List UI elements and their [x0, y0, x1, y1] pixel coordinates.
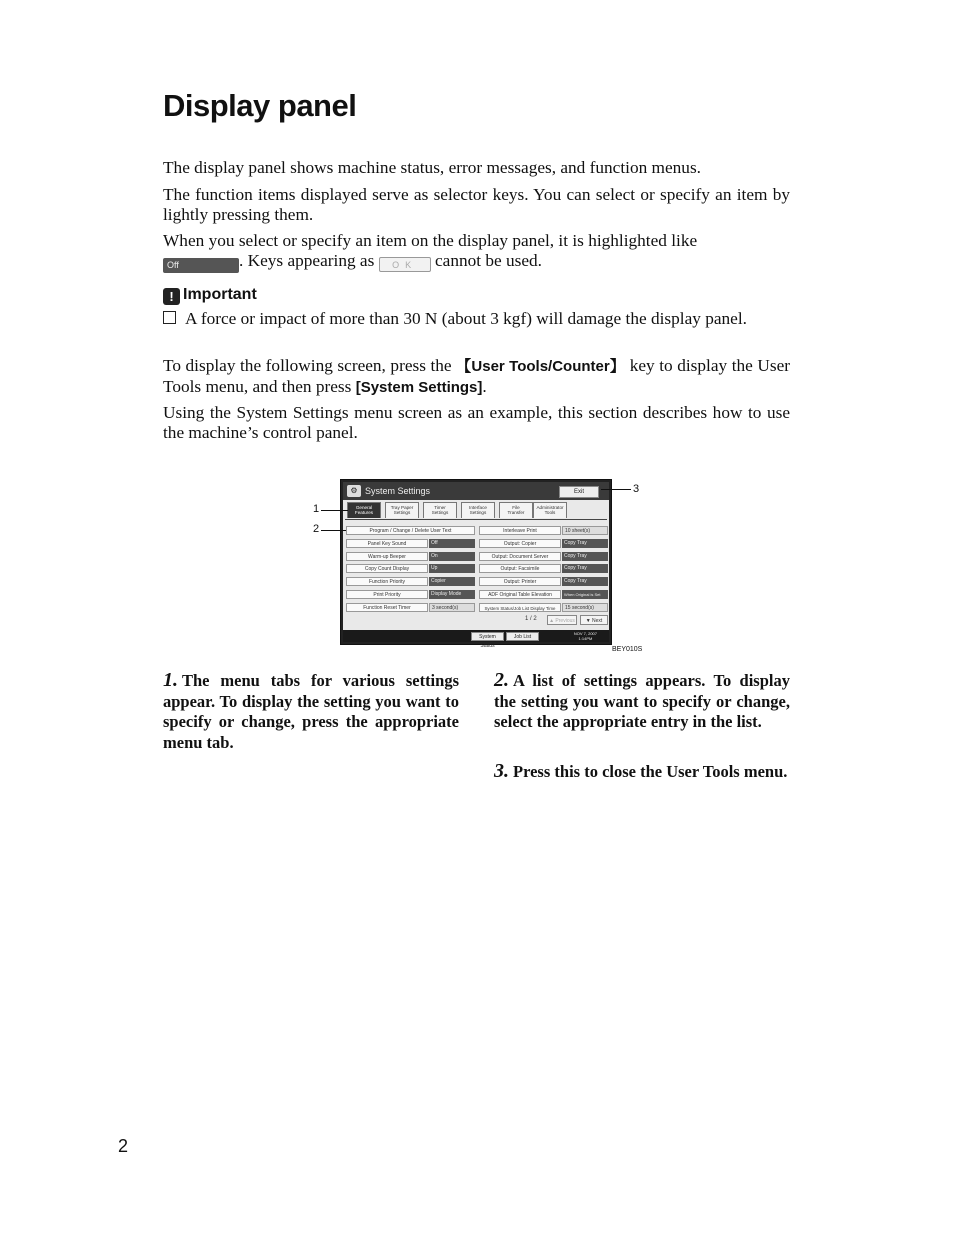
clock-time: 1:14PM	[578, 636, 593, 641]
step-2	[494, 670, 790, 733]
setting-row[interactable]	[479, 564, 609, 573]
setting-value: 3 second(s)	[429, 603, 475, 612]
tab-divider	[345, 519, 607, 520]
setting-row[interactable]	[346, 577, 476, 586]
callout-2-line	[321, 530, 346, 531]
setting-value: Up	[429, 564, 475, 573]
setting-label: Copy Count Display	[346, 564, 428, 573]
callout-3-line	[601, 489, 631, 490]
checkbox-bullet-icon	[163, 311, 176, 324]
instruction-text-a: To display the following screen, press the	[163, 356, 452, 375]
setting-row[interactable]	[479, 539, 609, 548]
page-indicator: 1 / 2	[525, 616, 537, 622]
setting-value: 10 sheet(s)	[562, 526, 608, 535]
setting-label: ADF Original Table Elevation	[479, 590, 561, 599]
setting-value: Copy Tray	[562, 539, 608, 548]
setting-label: Program / Change / Delete User Text	[346, 526, 475, 535]
setting-row[interactable]	[479, 552, 609, 561]
setting-row[interactable]	[479, 590, 609, 599]
system-settings-screen	[340, 479, 612, 649]
setting-value: When Original is Set	[562, 590, 608, 599]
setting-value: Off	[429, 539, 475, 548]
setting-row[interactable]	[479, 526, 609, 535]
tab-administrator-tools[interactable]: Administrator Tools	[533, 502, 567, 518]
instruction-text-c: .	[482, 377, 487, 396]
highlight-text-b: . Keys appearing as	[239, 251, 375, 270]
next-button[interactable]: ▼ Next	[580, 615, 608, 625]
instruction-text-b: key to display the User Tools menu, and then press	[163, 356, 790, 396]
setting-label: Output: Printer	[479, 577, 561, 586]
disabled-key-sample: OK	[379, 257, 431, 272]
tab-interface-settings[interactable]: Interface Settings	[461, 502, 495, 518]
highlight-text-a: When you select or specify an item on the display panel, it is highlighted like	[163, 231, 698, 250]
tab-timer-settings[interactable]: Timer Settings	[423, 502, 457, 518]
previous-button[interactable]: ▲ Previous	[547, 615, 577, 625]
callout-2: 2	[313, 523, 320, 535]
important-heading	[163, 286, 257, 305]
system-settings-key-label: [System Settings]	[355, 379, 483, 396]
step-number: 2.	[494, 669, 509, 691]
exit-button[interactable]: Exit	[559, 486, 599, 498]
setting-label: Output: Document Server	[479, 552, 561, 561]
setting-row[interactable]	[346, 603, 476, 612]
highlight-text-c: cannot be used.	[434, 251, 542, 270]
step-number: 3.	[494, 760, 509, 782]
setting-label: Print Priority	[346, 590, 428, 599]
instruction-paragraph	[163, 356, 790, 398]
callout-3: 3	[633, 483, 640, 495]
highlighted-key-sample: Off	[163, 258, 239, 273]
step-text: A list of settings appears. To display the setting you want to specify or change, select the appropriate entry in the list.	[494, 671, 790, 731]
setting-label: Function Reset Timer	[346, 603, 428, 612]
setting-label: System Status/Job List Display Time	[479, 603, 561, 612]
setting-row[interactable]	[346, 564, 476, 573]
page-number: 2	[118, 1136, 129, 1156]
tab-general-features[interactable]: General Features	[347, 502, 381, 518]
screen-title-bar	[343, 482, 609, 500]
clock	[574, 631, 597, 641]
setting-value: 15 second(s)	[562, 603, 608, 612]
system-status-button[interactable]: System Status	[471, 632, 504, 641]
setting-value: Copier	[429, 577, 475, 586]
status-bar	[343, 630, 609, 649]
important-title: Important	[183, 286, 257, 303]
clock-date: NOV 7, 2007	[573, 631, 597, 636]
setting-label: Output: Facsimile	[479, 564, 561, 573]
step-1	[163, 670, 459, 753]
setting-row[interactable]	[479, 577, 609, 586]
usage-paragraph: Using the System Settings menu screen as an example, this section describes how to use the machine’s control panel.	[163, 403, 790, 442]
setting-row[interactable]	[479, 603, 609, 612]
setting-value: Copy Tray	[562, 552, 608, 561]
setting-value: On	[429, 552, 475, 561]
setting-label: Warm-up Beeper	[346, 552, 428, 561]
tab-file-transfer[interactable]: File Transfer	[499, 502, 533, 518]
intro-paragraph: The display panel shows machine status, error messages, and function menus.	[163, 158, 701, 177]
setting-label: Interleave Print	[479, 526, 561, 535]
user-tools-icon: ⚙	[347, 485, 361, 497]
important-item	[163, 309, 790, 329]
step-number: 1.	[163, 669, 178, 691]
setting-value: Copy Tray	[562, 577, 608, 586]
setting-row[interactable]	[346, 526, 476, 535]
setting-value: Copy Tray	[562, 564, 608, 573]
job-list-button[interactable]: Job List	[506, 632, 539, 641]
setting-value: Display Mode	[429, 590, 475, 599]
tab-tray-paper-settings[interactable]: Tray Paper Settings	[385, 502, 419, 518]
setting-row[interactable]	[346, 552, 476, 561]
step-text: The menu tabs for various settings appear. To display the setting you want to specify or change, press the appropriate menu tab.	[163, 671, 459, 752]
important-item-text: A force or impact of more than 30 N (about 3 kgf) will damage the display panel.	[185, 309, 747, 328]
highlight-paragraph	[163, 231, 790, 273]
setting-label: Output: Copier	[479, 539, 561, 548]
setting-row[interactable]	[346, 590, 476, 599]
callout-1-line	[321, 510, 348, 511]
screen-body	[343, 500, 609, 630]
selector-keys-paragraph: The function items displayed serve as selector keys. You can select or specify an item by lightly pressing them.	[163, 185, 790, 224]
setting-label: Function Priority	[346, 577, 428, 586]
setting-row[interactable]	[346, 539, 476, 548]
step-3	[494, 761, 790, 783]
figure-code: BEY010S	[612, 646, 643, 653]
step-text: Press this to close the User Tools menu.	[513, 762, 788, 781]
important-icon: !	[163, 288, 180, 305]
screen-title: System Settings	[365, 486, 431, 496]
page-title: Display panel	[163, 88, 357, 123]
setting-label: Panel Key Sound	[346, 539, 428, 548]
user-tools-key-label: 【User Tools/Counter】	[456, 358, 626, 375]
callout-1: 1	[313, 503, 320, 515]
